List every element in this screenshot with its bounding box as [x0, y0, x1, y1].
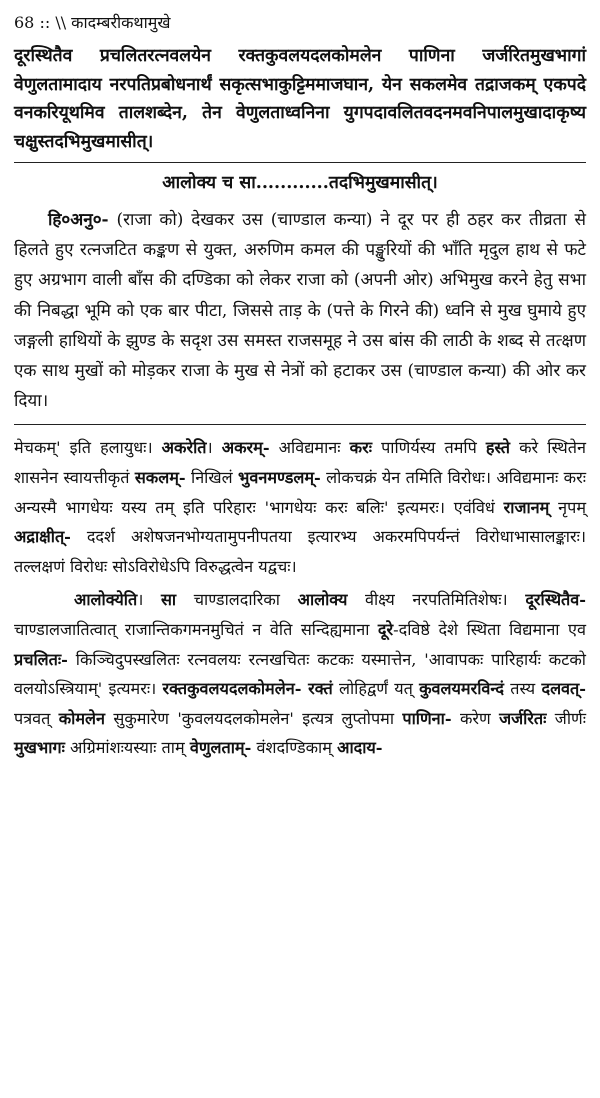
- commentary-text: करेण: [451, 708, 500, 728]
- commentary-term: रक्तकुवलयदलकोमलेन- रक्तं: [162, 679, 333, 699]
- commentary-text: लोकचक्रं येन तमिति विरोधः। अविद्यमानः करः अन्यस्मै भागधेयः यस्य तम् इति परिहारः 'भागधेयः करः बलिः' इत्यमरः। एवंविधं: [14, 468, 586, 517]
- commentary-term: भुवनमण्डलम्-: [238, 468, 321, 488]
- commentary-text: ददर्श अशेषजनभोग्यतामुपनीपतया इत्यारभ्य अकरमपिपर्यन्तं विरोधाभासालङ्कारः। तल्लक्षणं विरोधः सोऽविरोधेऽपि विरुद्धत्वेन यद्वचः।: [14, 527, 586, 576]
- commentary-term: जर्जरितः: [499, 708, 547, 728]
- commentary-text: मेचकम्' इति हलायुधः।: [14, 438, 162, 458]
- commentary-term: हस्ते: [485, 438, 511, 458]
- commentary-term: प्रचलितः-: [14, 649, 68, 669]
- commentary-term: मुखभागः: [14, 738, 65, 758]
- hindi-translation: [14, 205, 586, 416]
- commentary-term: दूरस्थितैव-: [525, 590, 586, 610]
- commentary-text: -दविष्ठे देशे स्थिता विद्यमाना एव: [393, 619, 586, 639]
- commentary-term: अकरेति: [161, 438, 207, 458]
- section-divider: [14, 162, 586, 163]
- commentary-divider: [14, 424, 586, 425]
- commentary-term: पाणिना-: [402, 708, 452, 728]
- commentary-text: चाण्डालजातित्वात् राजान्तिकगमनमुचितं न वेति सन्दिह्यमाना: [14, 619, 378, 639]
- commentary-text: किञ्चिदुपस्खलितः रत्नवलयः रत्नखचितः कटकः यस्मात्तेन, 'आवापकः पारिहार्यः कटको वलयोऽस्त्रियाम्' इत्यमरः।: [14, 649, 586, 699]
- commentary-text: निखिलं: [185, 468, 238, 488]
- commentary-term: सा: [160, 590, 177, 610]
- commentary-text: ।: [137, 590, 161, 610]
- commentary-term: अद्राक्षीत्-: [14, 527, 71, 547]
- sanskrit-verse: दूरस्थितैव प्रचलितरत्नवलयेन रक्तकुवलयदलकोमलेन पाणिना जर्जरितमुखभागां वेणुलतामादाय नरपतिप्रबोधनार्थं सकृत्सभाकुट्टिममाजघान, येन सकलमेव तद्राजकम् एकपदे वनकरियूथमिव तालशब्देन, तेन वेणुलताध्वनिना युगपदावलितवदनमवनिपालमुखादाकृष्य चक्षुस्तदभिमुखमासीत्।: [14, 46, 586, 152]
- commentary-term: वेणुलताम्-: [189, 738, 252, 758]
- commentary-text: ।: [206, 438, 222, 458]
- commentary-text: तस्य: [504, 679, 542, 699]
- commentary-text: वीक्ष्य नरपतिमितिशेषः।: [347, 590, 526, 610]
- commentary-text: जीर्णः: [546, 708, 586, 728]
- commentary-paragraph-1: [14, 433, 586, 581]
- commentary-text: सुकुमारेण 'कुवलयदलकोमलेन' इत्यत्र लुप्तोपमा: [105, 708, 403, 728]
- commentary-text: अविद्यमानः: [269, 438, 350, 458]
- commentary-text: पाणिर्यस्य तमपि: [371, 438, 486, 458]
- commentary-text: पत्रवत्: [14, 708, 59, 728]
- commentary-text: करे स्थितेन शासनेन स्वायत्तीकृतं: [14, 438, 586, 488]
- commentary-term: कोमलेन: [58, 708, 105, 728]
- commentary-text: वंशदण्डिकाम्: [251, 738, 338, 758]
- translation-label: हि०अनु०-: [48, 210, 109, 230]
- translation-text: (राजा को) देखकर उस (चाण्डाल कन्या) ने दूर पर ही ठहर कर तीव्रता से हिलते हुए रत्नजटित कङ्कण से युक्त, अरुणिम कमल की पङ्खुरियों की भाँति मृदुल हाथ से फटे हुए अग्रभाग वाली बाँस की दण्डिका को लेकर राजा को (अपनी ओर) अभिमुख करने हेतु सभा की निबद्धा भूमि को एक बार पीटा, जिससे ताड़ के (पत्ते के गिरने की) ध्वनि से मुख घुमाये हुए जङ्गली हाथियों के झुण्ड के सदृश उस समस्त राजसमूह ने उस बांस की लाठी के शब्द से तत्क्षण एक साथ मुखों को मोड़कर राजा के मुख से नेत्रों को हटाकर उस (चाण्डाल कन्या) की ओर कर दिया।: [14, 210, 586, 412]
- commentary-term: दलवत्-: [541, 679, 587, 699]
- commentary-paragraph-2: [14, 585, 586, 763]
- section-heading: आलोक्य च सा............तदभिमुखमासीत्।: [162, 173, 438, 193]
- page-header: 68 :: \\ कादम्बरीकथामुखे: [14, 13, 171, 32]
- commentary-term: आदाय-: [337, 738, 383, 758]
- commentary-term: दूरे: [377, 619, 394, 639]
- commentary-term: कुवलयमरविन्दं: [419, 679, 505, 699]
- commentary-term: सकलम्-: [134, 468, 186, 488]
- commentary-text: चाण्डालदारिका: [176, 590, 298, 610]
- commentary-text: अग्रिमांशःयस्याः ताम्: [64, 738, 190, 758]
- commentary-term: करः: [349, 438, 372, 458]
- commentary-term: आलोक्येति: [74, 590, 138, 610]
- commentary-term: आलोक्य: [297, 590, 348, 610]
- commentary-text: लोहिद्वर्णं यत्: [332, 679, 420, 699]
- commentary-term: अकरम्-: [221, 438, 270, 458]
- commentary-term: राजानम्: [503, 497, 550, 517]
- commentary-text: नृपम्: [549, 497, 586, 517]
